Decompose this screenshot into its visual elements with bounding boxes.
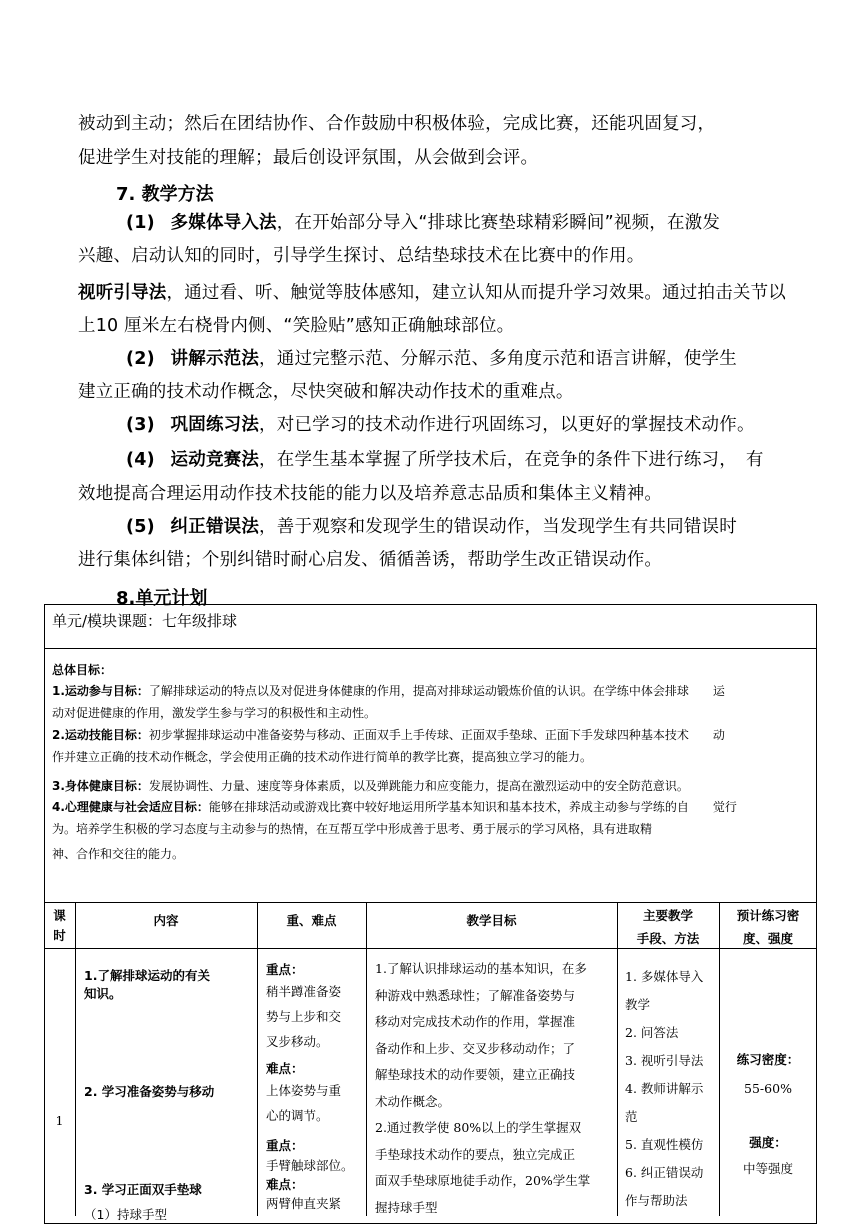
method-name: 多媒体导入法 xyxy=(170,213,277,233)
goal-2 xyxy=(52,724,725,746)
method-2 xyxy=(126,346,737,372)
difficulty-label: 难点： xyxy=(266,1177,304,1192)
method-text: ，在学生基本掌握了所学技术后，在竞争的条件下进行练习， 有 xyxy=(259,450,764,470)
section-heading-7: 7. 教学方法 xyxy=(116,184,214,205)
intensity-value: 中等强度 xyxy=(742,1161,793,1176)
table-divider xyxy=(75,902,76,1216)
paragraph-line: 建立正确的技术动作概念，尽快突破和解决动作技术的重难点。 xyxy=(78,382,574,402)
method-text: ，善于观察和发现学生的错误动作，当发现学生有共同错误时 xyxy=(259,517,737,537)
header-objective: 教学目标 xyxy=(466,913,517,928)
header-density: 预计练习密 度、强度 xyxy=(736,908,800,946)
goal-text: 发展协调性、力量、速度等身体素质，以及弹跳能力和应变能力，提高在激烈运动中的安全防范意识。 xyxy=(148,779,689,793)
paragraph-line: 上10 厘米左右桡骨内侧、“笑脸贴”感知正确触球部位。 xyxy=(78,316,515,336)
table-divider xyxy=(44,648,817,649)
method-1 xyxy=(126,210,720,236)
method-number: (1) xyxy=(126,213,155,233)
goal-text: 能够在排球活动或游戏比赛中较好地运用所学基本知识和基本技术，养成主动参与学练的自 觉行 xyxy=(208,800,737,814)
header-lesson: 课 时 xyxy=(53,908,66,943)
teaching-methods: 1. 多媒体导入 教学 2. 问答法 3. 视听引导法 4. 教师讲解示 范 5. 直观性模仿 6. 纠正错误动 作与帮助法 xyxy=(625,969,704,1208)
section-heading-8: 8.单元计划 xyxy=(116,588,208,609)
paragraph-line: 被动到主动；然后在团结协作、合作鼓励中积极体验，完成比赛，还能巩固复习， xyxy=(78,114,716,134)
table-divider xyxy=(257,902,258,1216)
method-number: (2) xyxy=(126,349,155,369)
goal-text: 了解排球运动的特点以及对促进身体健康的作用，提高对排球运动锻炼价值的认识。在学练中体会排球 运 xyxy=(148,684,725,698)
paragraph-line: 促进学生对技能的理解；最后创设评氛围，从会做到会评。 xyxy=(78,148,539,168)
method-number: (4) xyxy=(126,450,155,470)
table-divider xyxy=(366,902,367,1216)
goal-line: 作并建立正确的技术动作概念，学会使用正确的技术动作进行简单的教学比赛，提高独立学习的能力。 xyxy=(52,750,593,764)
method-text: ，通过完整示范、分解示范、多角度示范和语言讲解，使学生 xyxy=(259,349,737,369)
goal-line: 动对促进健康的作用，激发学生参与学习的积极性和主动性。 xyxy=(52,706,377,720)
intensity-label: 强度： xyxy=(749,1135,787,1150)
key-label: 重点： xyxy=(266,962,304,977)
goal-line: 神、合作和交往的能力。 xyxy=(52,847,185,861)
goals-heading: 总体目标： xyxy=(52,663,113,677)
goal-label: 3.身体健康目标： xyxy=(52,779,149,793)
difficulty-label: 难点： xyxy=(266,1061,304,1076)
content-item-3: 3. 学习正面双手垫球 xyxy=(84,1182,202,1197)
method-name: 运动竞赛法 xyxy=(170,450,260,470)
content-item-1: 1.了解排球运动的有关 知识。 xyxy=(84,968,210,1001)
method-name: 讲解示范法 xyxy=(170,349,260,369)
practice-density xyxy=(719,1047,817,1182)
method-text: ，通过看、听、触觉等肢体感知，建立认知从而提升学习效果。通过拍击关节以 xyxy=(166,283,786,303)
density-value: 55-60% xyxy=(744,1081,792,1096)
goal-3 xyxy=(52,775,689,797)
header-content: 内容 xyxy=(153,913,179,928)
header-method: 主要教学 手段、方法 xyxy=(636,908,700,946)
paragraph-line: 进行集体纠错；个别纠错时耐心启发、循循善诱，帮助学生改正错误动作。 xyxy=(78,550,663,570)
goal-label: 1.运动参与目标： xyxy=(52,684,149,698)
key-label: 重点： xyxy=(266,1138,304,1153)
content-item-4: （1）持球手型 xyxy=(84,1207,167,1222)
content-item-2: 2. 学习准备姿势与移动 xyxy=(84,1084,215,1099)
table-title: 单元/模块课题：七年级排球 xyxy=(52,612,238,630)
lesson-number: 1 xyxy=(55,1113,64,1128)
paragraph-line: 效地提高合理运用动作技术技能的能力以及培养意志品质和集体主义精神。 xyxy=(78,484,663,504)
density-label: 练习密度： xyxy=(736,1052,800,1067)
method-name: 纠正错误法 xyxy=(170,517,260,537)
key-points: 重点： 稍半蹲准备姿 势与上步和交 叉步移动。 难点： 上体姿势与重 心的调节。 重点： 手臂触球部位。 难点： 两臂伸直夹紧 xyxy=(266,962,354,1211)
goal-1 xyxy=(52,680,725,702)
header-key-points: 重、难点 xyxy=(286,913,337,928)
goal-4 xyxy=(52,796,737,818)
goal-text: 初步掌握排球运动中准备姿势与移动、正面双手上手传球、正面双手垫球、正面下手发球四种基本技术 动 xyxy=(148,728,725,742)
goal-label: 4.心理健康与社会适应目标： xyxy=(52,800,209,814)
method-number: (3) xyxy=(126,415,155,435)
goal-line: 为。培养学生积极的学习态度与主动参与的热情，在互帮互学中形成善于思考、勇于展示的学习风格，具有进取精 xyxy=(52,822,653,836)
method-name: 视听引导法 xyxy=(78,283,167,303)
method-number: (5) xyxy=(126,517,155,537)
method-text: ，对已学习的技术动作进行巩固练习，以更好的掌握技术动作。 xyxy=(259,415,755,435)
teaching-objective: 1.了解认识排球运动的基本知识，在多 种游戏中熟悉球性；了解准备姿势与 移动对完成技术动作的作用，掌握准 备动作和上步、交叉步移动动作；了 解垫球技术的动作要领，建立正确技 术动作概念。 2.通过教学使 80%以上的学生掌握双 手垫球技术动作的要点，独立完成正 面双手垫球原地徒手动作，20%学生掌 握持球手型 xyxy=(375,961,591,1215)
goal-label: 2.运动技能目标： xyxy=(52,728,149,742)
method-4 xyxy=(126,447,764,473)
paragraph-line: 兴趣、启动认知的同时，引导学生探讨、总结垫球技术在比赛中的作用。 xyxy=(78,246,645,266)
method-text: ，在开始部分导入“排球比赛垫球精彩瞬间”视频，在激发 xyxy=(276,213,721,233)
method-name: 巩固练习法 xyxy=(170,415,260,435)
method-3 xyxy=(126,412,755,438)
method-1b xyxy=(78,280,786,306)
method-5 xyxy=(126,514,737,540)
